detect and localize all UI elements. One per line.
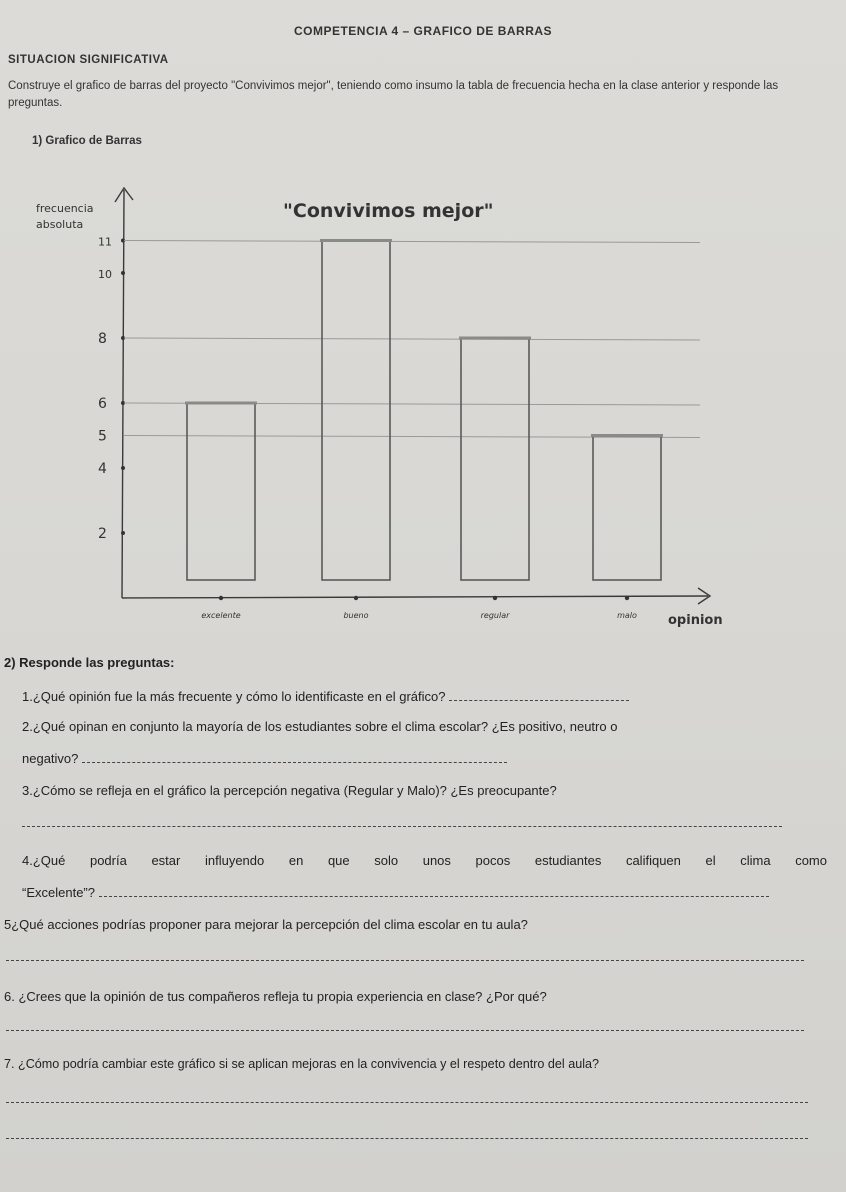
y-axis bbox=[122, 190, 124, 598]
bar-chart bbox=[0, 160, 846, 650]
question-2-text-b: negativo? bbox=[22, 751, 79, 766]
y-tick-mark-10 bbox=[121, 271, 125, 275]
y-tick-label-5: 5 bbox=[98, 428, 107, 445]
question-4-text-a: 4.¿Qué podría estar influyendo en que solo unos pocos estudiantes califiquen el clima como bbox=[22, 853, 827, 868]
category-label-malo: malo bbox=[617, 611, 637, 620]
bar-regular bbox=[461, 338, 529, 580]
category-label-bueno: bueno bbox=[343, 611, 369, 620]
chart-subheading: 1) Grafico de Barras bbox=[32, 135, 142, 147]
section-label: SITUACION SIGNIFICATIVA bbox=[8, 54, 169, 66]
bar-excelente bbox=[187, 403, 255, 580]
question-1 bbox=[22, 688, 629, 706]
category-labels bbox=[201, 611, 637, 620]
x-tick-excelente bbox=[219, 596, 223, 600]
answer-line-4[interactable] bbox=[99, 886, 769, 897]
question-4-text-b: “Excelente”? bbox=[22, 885, 95, 900]
x-tick-bueno bbox=[354, 596, 358, 600]
bar-bueno bbox=[322, 241, 390, 581]
questions-heading: 2) Responde las preguntas: bbox=[4, 655, 175, 670]
y-tick-label-11: 11 bbox=[98, 235, 112, 249]
x-axis bbox=[122, 596, 708, 598]
answer-line-5[interactable] bbox=[6, 960, 804, 961]
y-axis-title-line2: absoluta bbox=[36, 218, 84, 231]
question-2-text-a: 2.¿Qué opinan en conjunto la mayoría de los estudiantes sobre el clima escolar? ¿Es positivo, neutro o bbox=[22, 719, 618, 734]
y-ticks bbox=[98, 236, 125, 543]
bar-malo bbox=[593, 436, 661, 581]
y-tick-mark-2 bbox=[121, 531, 125, 535]
chart-title: "Convivimos mejor" bbox=[283, 200, 494, 222]
guide-line-11 bbox=[124, 241, 700, 243]
bars bbox=[185, 241, 663, 601]
answer-line-1[interactable] bbox=[449, 690, 629, 701]
y-tick-label-2: 2 bbox=[98, 526, 107, 542]
y-tick-mark-4 bbox=[121, 466, 125, 470]
guide-line-8 bbox=[124, 338, 700, 340]
question-6-text: 6. ¿Crees que la opinión de tus compañeros refleja tu propia experiencia en clase? ¿Por qué? bbox=[4, 989, 547, 1004]
category-label-excelente: excelente bbox=[201, 611, 241, 620]
x-tick-malo bbox=[625, 596, 629, 600]
answer-line-7a[interactable] bbox=[6, 1102, 808, 1103]
answer-line-3[interactable] bbox=[22, 826, 782, 827]
instructions-text: Construye el grafico de barras del proyecto "Convivimos mejor", teniendo como insumo la tabla de frecuencia hecha en la clase anterior y responde las preguntas. bbox=[8, 80, 779, 109]
question-7-text: 7. ¿Cómo podría cambiar este gráfico si se aplican mejoras en la convivencia y el respeto dentro del aula? bbox=[4, 1057, 600, 1071]
y-tick-label-10: 10 bbox=[98, 268, 112, 281]
question-2 bbox=[22, 750, 507, 768]
question-1-text: 1.¿Qué opinión fue la más frecuente y cómo lo identificaste en el gráfico? bbox=[22, 689, 446, 704]
x-tick-regular bbox=[493, 596, 497, 600]
question-3-text: 3.¿Cómo se refleja en el gráfico la percepción negativa (Regular y Malo)? ¿Es preocupante? bbox=[22, 783, 557, 798]
worksheet-title: COMPETENCIA 4 – GRAFICO DE BARRAS bbox=[293, 24, 553, 38]
y-tick-label-8: 8 bbox=[98, 331, 107, 347]
answer-line-2[interactable] bbox=[82, 752, 507, 763]
answer-line-6[interactable] bbox=[6, 1030, 804, 1031]
y-axis-title-line1: frecuencia bbox=[36, 202, 94, 215]
y-tick-label-4: 4 bbox=[98, 461, 107, 477]
category-label-regular: regular bbox=[480, 611, 510, 620]
x-axis-title: opinion bbox=[668, 613, 723, 628]
y-tick-label-6: 6 bbox=[98, 396, 107, 412]
bar-chart-svg bbox=[0, 160, 846, 650]
question-5-text: 5¿Qué acciones podrías proponer para mejorar la percepción del clima escolar en tu aula? bbox=[4, 917, 528, 932]
guide-lines bbox=[124, 241, 700, 438]
answer-line-7b[interactable] bbox=[6, 1138, 808, 1139]
question-4 bbox=[22, 884, 769, 902]
